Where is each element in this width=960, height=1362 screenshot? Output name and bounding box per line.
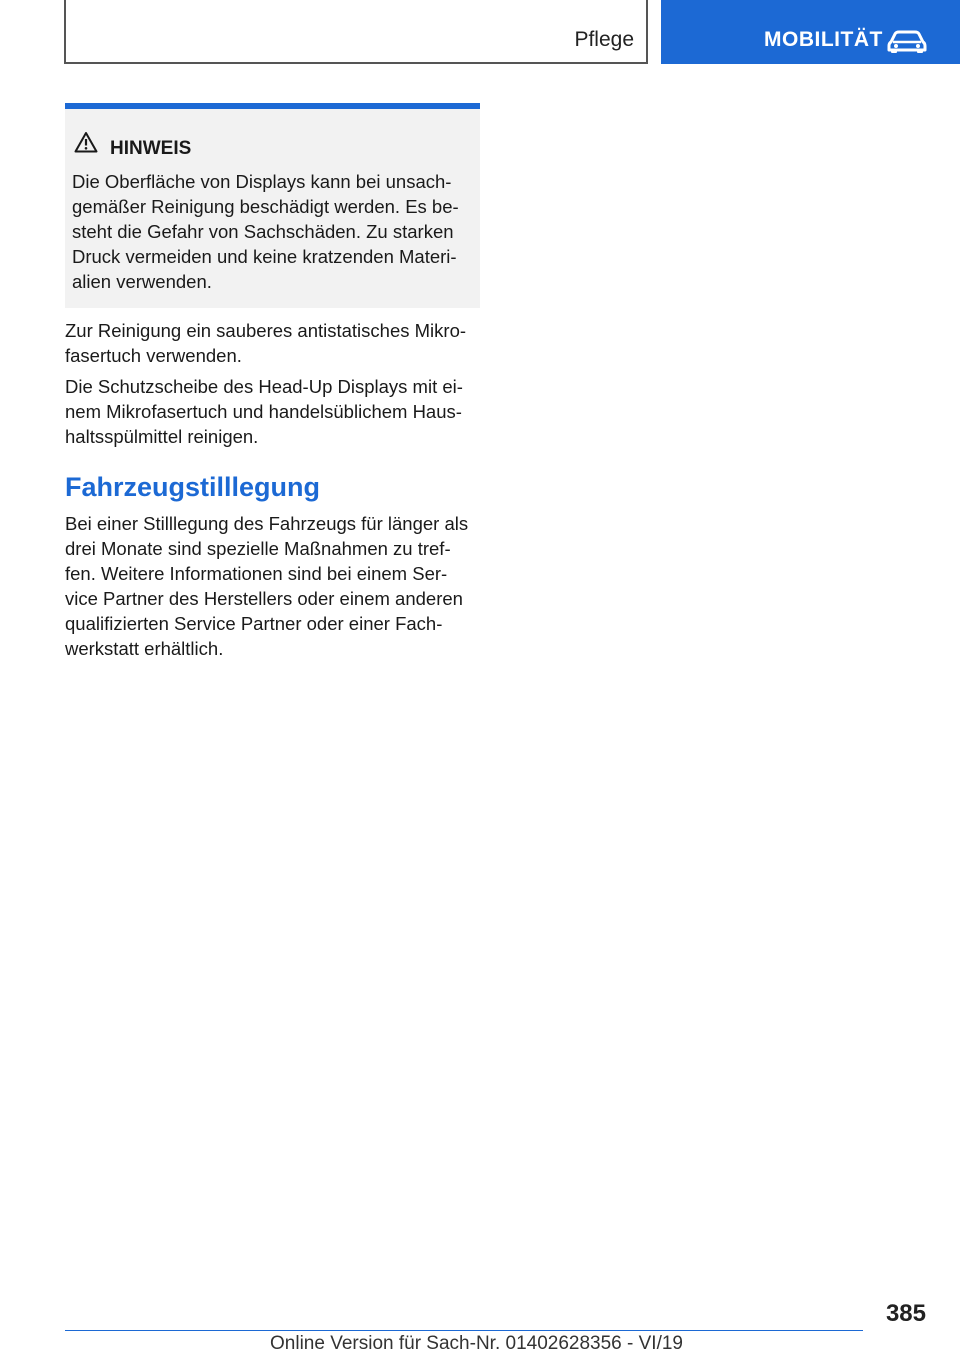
- chapter-title: MOBILITÄT: [764, 28, 883, 51]
- paragraph-head-up-display: Die Schutzscheibe des Head-Up Displays mit ei- nem Mikrofasertuch und handelsüblichem Haus- haltsspülmittel reinigen.: [65, 376, 463, 447]
- section-heading: Fahrzeugstilllegung: [65, 472, 321, 502]
- footer-divider: [65, 1330, 863, 1331]
- chapter-tab: [661, 0, 960, 64]
- section-title: Pflege: [574, 28, 634, 51]
- car-icon: [887, 26, 927, 54]
- notice-title: HINWEIS: [110, 138, 192, 159]
- section-body: Bei einer Stilllegung des Fahrzeugs für länger als drei Monate sind spezielle Maßnahmen zu tref- fen. Weitere Informationen sind bei einem Ser- vice Partner des Herstellers oder einem anderen qualifizierten Service Partner oder einer Fach- werkstatt erhältlich.: [65, 513, 469, 659]
- footer-text: Online Version für Sach-Nr. 01402628356 - VI/19: [270, 1333, 683, 1354]
- notice-body: Die Oberfläche von Displays kann bei unsach- gemäßer Reinigung beschädigt werden. Es be- steht die Gefahr von Sachschäden. Zu starken Druck vermeiden und keine kratzenden Materi- alien verwenden.: [72, 171, 459, 292]
- page-number: 385: [885, 1300, 926, 1327]
- header-section-box: [64, 0, 648, 64]
- paragraph-cleaning-cloth: Zur Reinigung ein sauberes antistatisches Mikro- fasertuch verwenden.: [65, 320, 467, 366]
- warning-triangle-icon: [74, 131, 98, 153]
- notice-box: [65, 103, 480, 308]
